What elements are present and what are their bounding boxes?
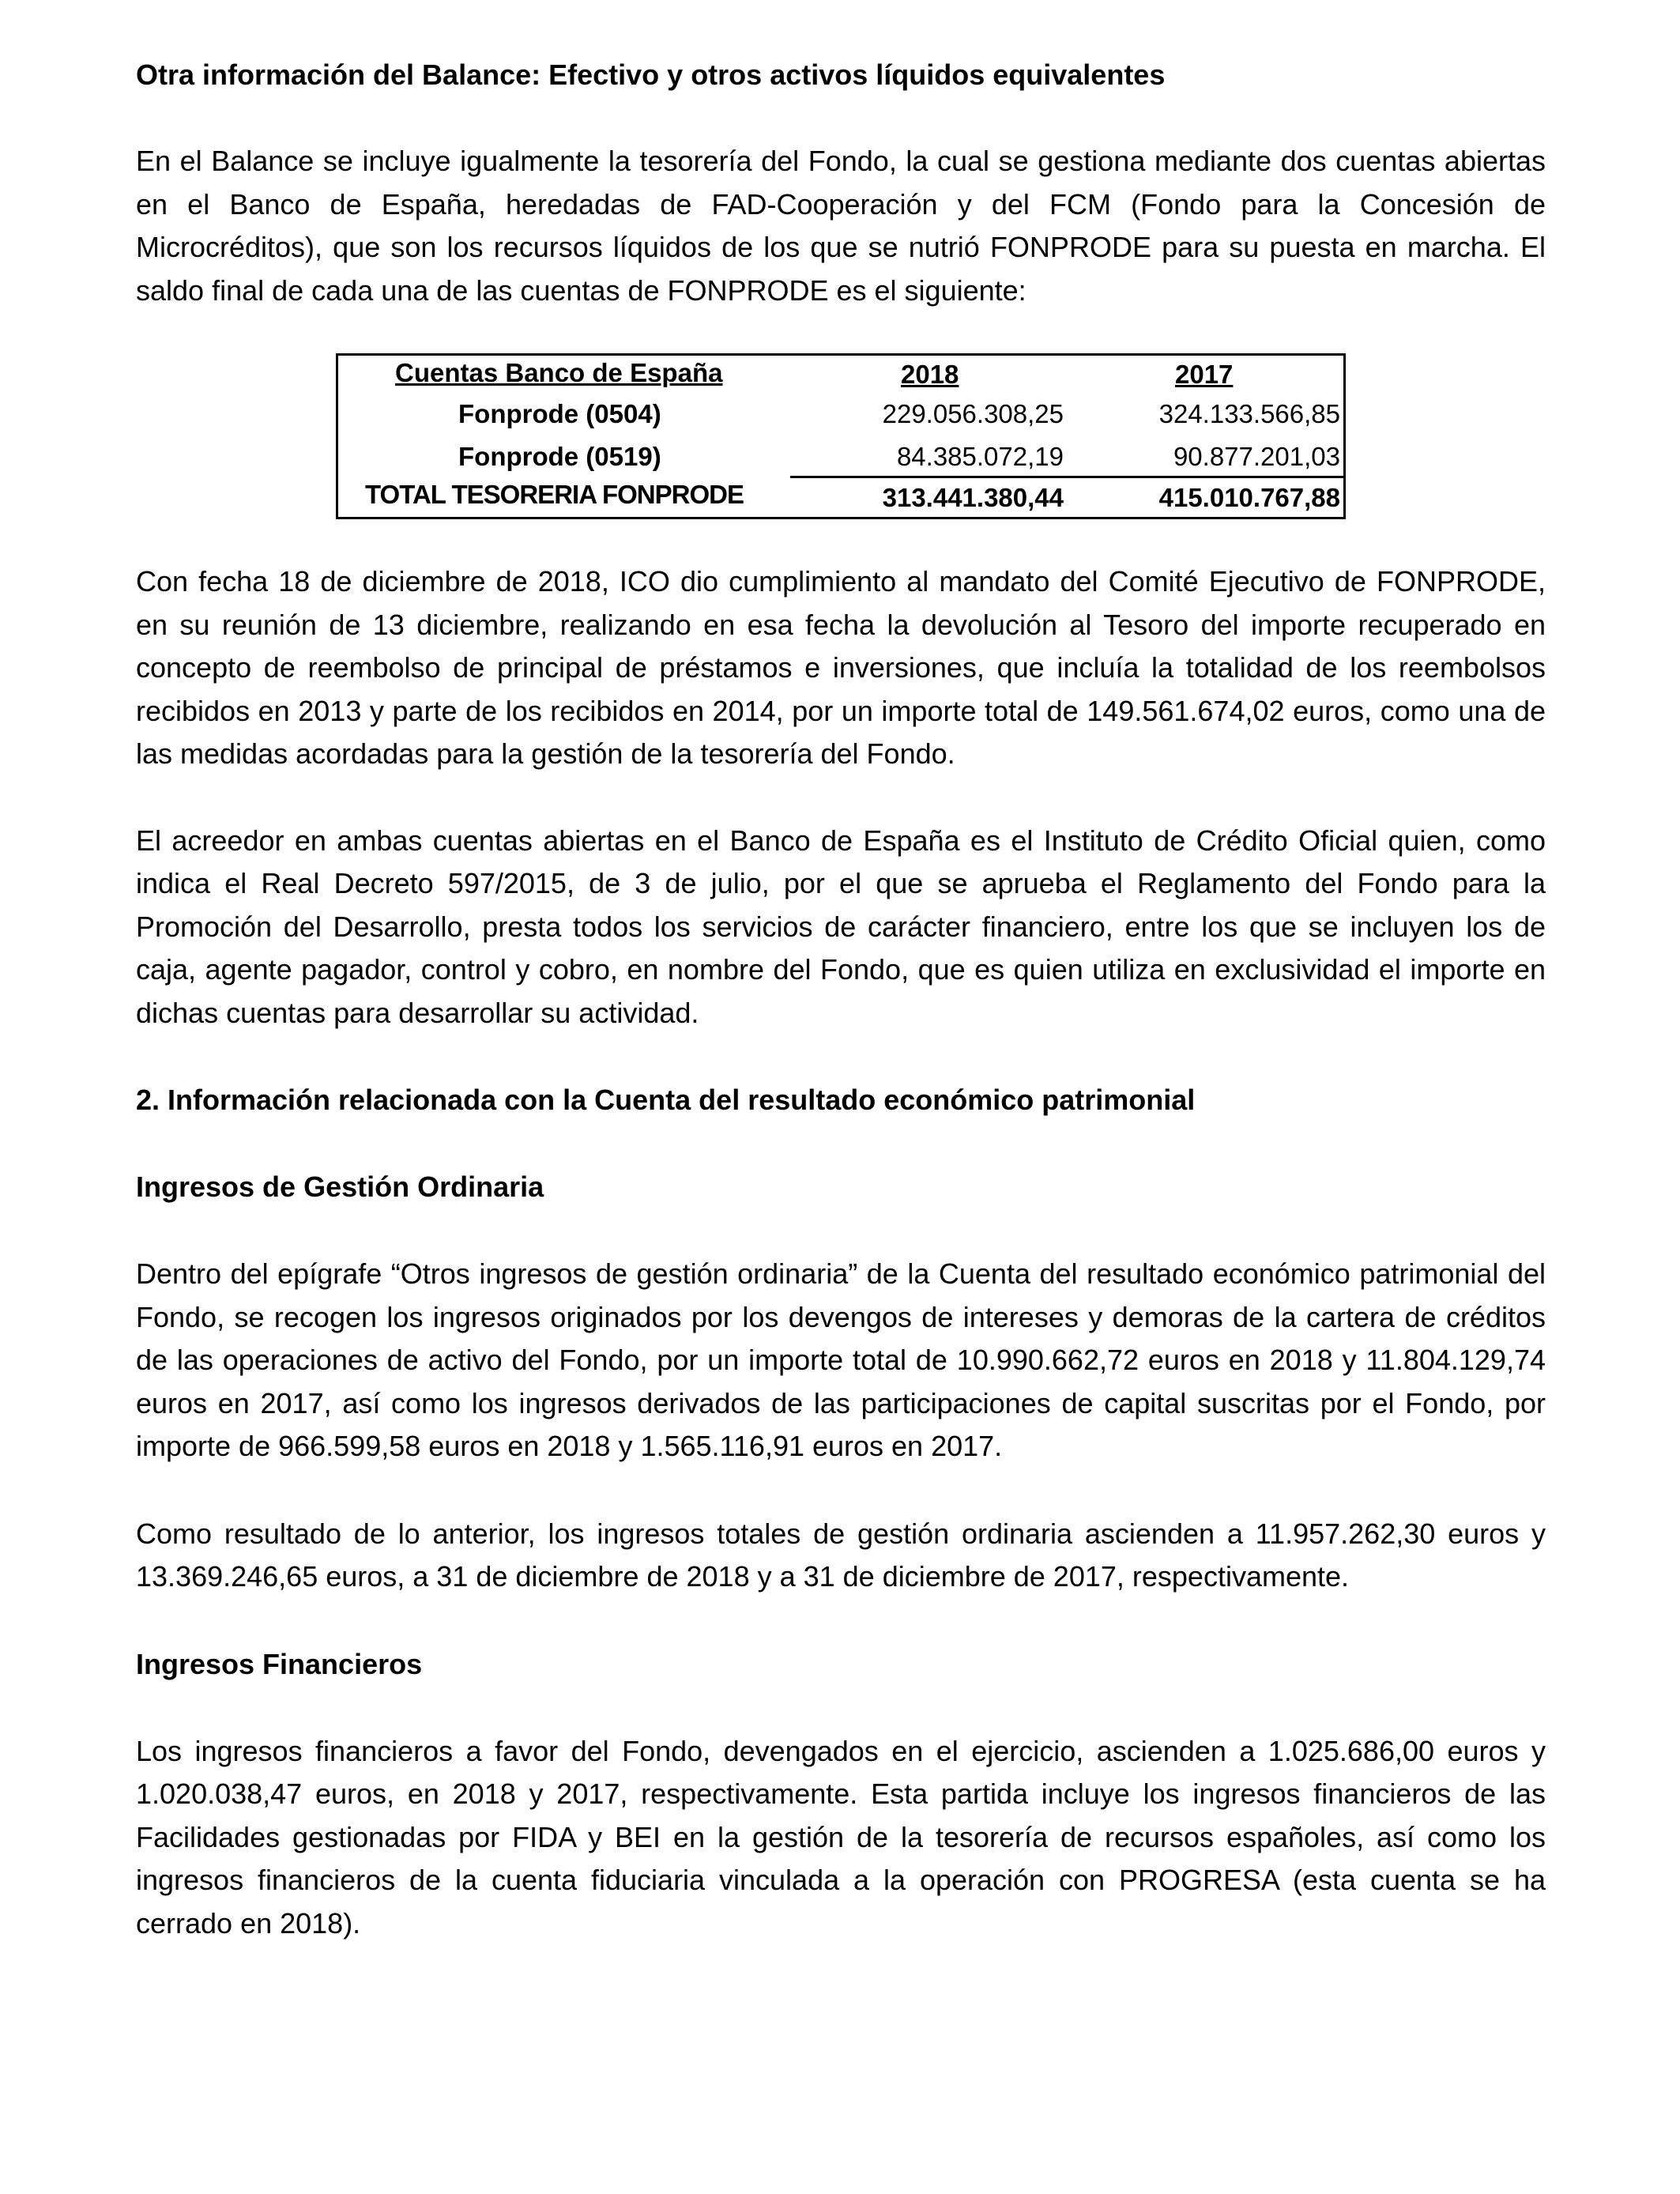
total-rule xyxy=(790,476,1343,478)
paragraph-ingresos-totales: Como resultado de lo anterior, los ingresos totales de gestión ordinaria ascienden a 11.957.262,30 euros y 13.369.246,65 euros, a 31 de diciembre de 2018 y a 31 de diciembre de 2017, respectivamente. xyxy=(136,1517,1546,1593)
cuentas-table xyxy=(336,353,1346,519)
paragraph-financieros: Los ingresos financieros a favor del Fondo, devengados en el ejercicio, ascienden a 1.025.686,00 euros y 1.020.038,47 euros, en 2018 y 2017, respectivamente. Esta partida incluye los ingresos financieros de las Facilidades gestionadas por FIDA y BEI en la gestión de la tesorería de recursos españoles, así como los ingresos financieros de la cuenta fiduciaria vinculada a la operación con PROGRESA (esta cuenta se ha cerrado en 2018). xyxy=(136,1734,1546,1940)
table-header-2018: 2018 xyxy=(901,360,959,389)
table-total-2017: 415.010.767,88 xyxy=(1158,483,1340,512)
table-total-label: TOTAL TESORERIA FONPRODE xyxy=(365,480,744,509)
paragraph-tesoreria: En el Balance se incluye igualmente la tesorería del Fondo, la cual se gestiona mediante dos cuentas abiertas en el Banco de España, heredadas de FAD-Cooperación y del FCM (Fondo para la Concesión de Microcréditos), que son los recursos líquidos de los que se nutrió FONPRODE para su puesta en marcha. El saldo final de cada una de las cuentas de FONPRODE es el siguiente: xyxy=(136,145,1546,307)
table-cell-2017: 90.877.201,03 xyxy=(1173,442,1340,471)
table-row-label: Fonprode (0504) xyxy=(458,399,661,428)
subheading-ingresos-financieros: Ingresos Financieros xyxy=(136,1647,423,1680)
paragraph-acreedor: El acreedor en ambas cuentas abiertas en el Banco de España es el Instituto de Crédito Oficial quien, como indica el Real Decreto 597/2015, de 3 de julio, por el que se aprueba el Reglamento del Fondo para la Promoción del Desarrollo, presta todos los servicios de carácter financiero, entre los que se incluyen los de caja, agente pagador, control y cobro, en nombre del Fondo, que es quien utiliza en exclusividad el importe en dichas cuentas para desarrollar su actividad. xyxy=(136,824,1546,1029)
table-header-label: Cuentas Banco de España xyxy=(395,358,723,387)
table-total-2018: 313.441.380,44 xyxy=(882,483,1064,512)
subheading-gestion-ordinaria: Ingresos de Gestión Ordinaria xyxy=(136,1171,544,1203)
table-cell-2018: 229.056.308,25 xyxy=(882,399,1064,428)
table-header-2017: 2017 xyxy=(1175,360,1234,389)
paragraph-devolucion: Con fecha 18 de diciembre de 2018, ICO dio cumplimiento al mandato del Comité Ejecutivo de FONPRODE, en su reunión de 13 diciembre, realizando en esa fecha la devolución al Tesoro del importe recuperado en concepto de reembolso de principal de préstamos e inversiones, que incluía la totalidad de los reembolsos recibidos en 2013 y parte de los recibidos en 2014, por un importe total de 149.561.674,02 euros, como una de las medidas acordadas para la gestión de la tesorería del Fondo. xyxy=(136,565,1546,770)
table-cell-2017: 324.133.566,85 xyxy=(1158,399,1340,428)
paragraph-otros-ingresos: Dentro del epígrafe “Otros ingresos de gestión ordinaria” de la Cuenta del resultado económico patrimonial del Fondo, se recogen los ingresos originados por los devengos de intereses y demoras de la cartera de créditos de las operaciones de activo del Fondo, por un importe total de 10.990.662,72 euros en 2018 y 11.804.129,74 euros en 2017, así como los ingresos derivados de las participaciones de capital suscritas por el Fondo, por importe de 966.599,58 euros en 2018 y 1.565.116,91 euros en 2017. xyxy=(136,1257,1546,1462)
table-cell-2018: 84.385.072,19 xyxy=(896,442,1064,471)
table-row-label: Fonprode (0519) xyxy=(458,442,661,471)
section-heading-resultado: 2. Información relacionada con la Cuenta del resultado económico patrimonial xyxy=(136,1084,1196,1116)
section-heading-efectivo: Otra información del Balance: Efectivo y otros activos líquidos equivalentes xyxy=(136,58,1166,91)
document-page xyxy=(136,54,1546,1945)
